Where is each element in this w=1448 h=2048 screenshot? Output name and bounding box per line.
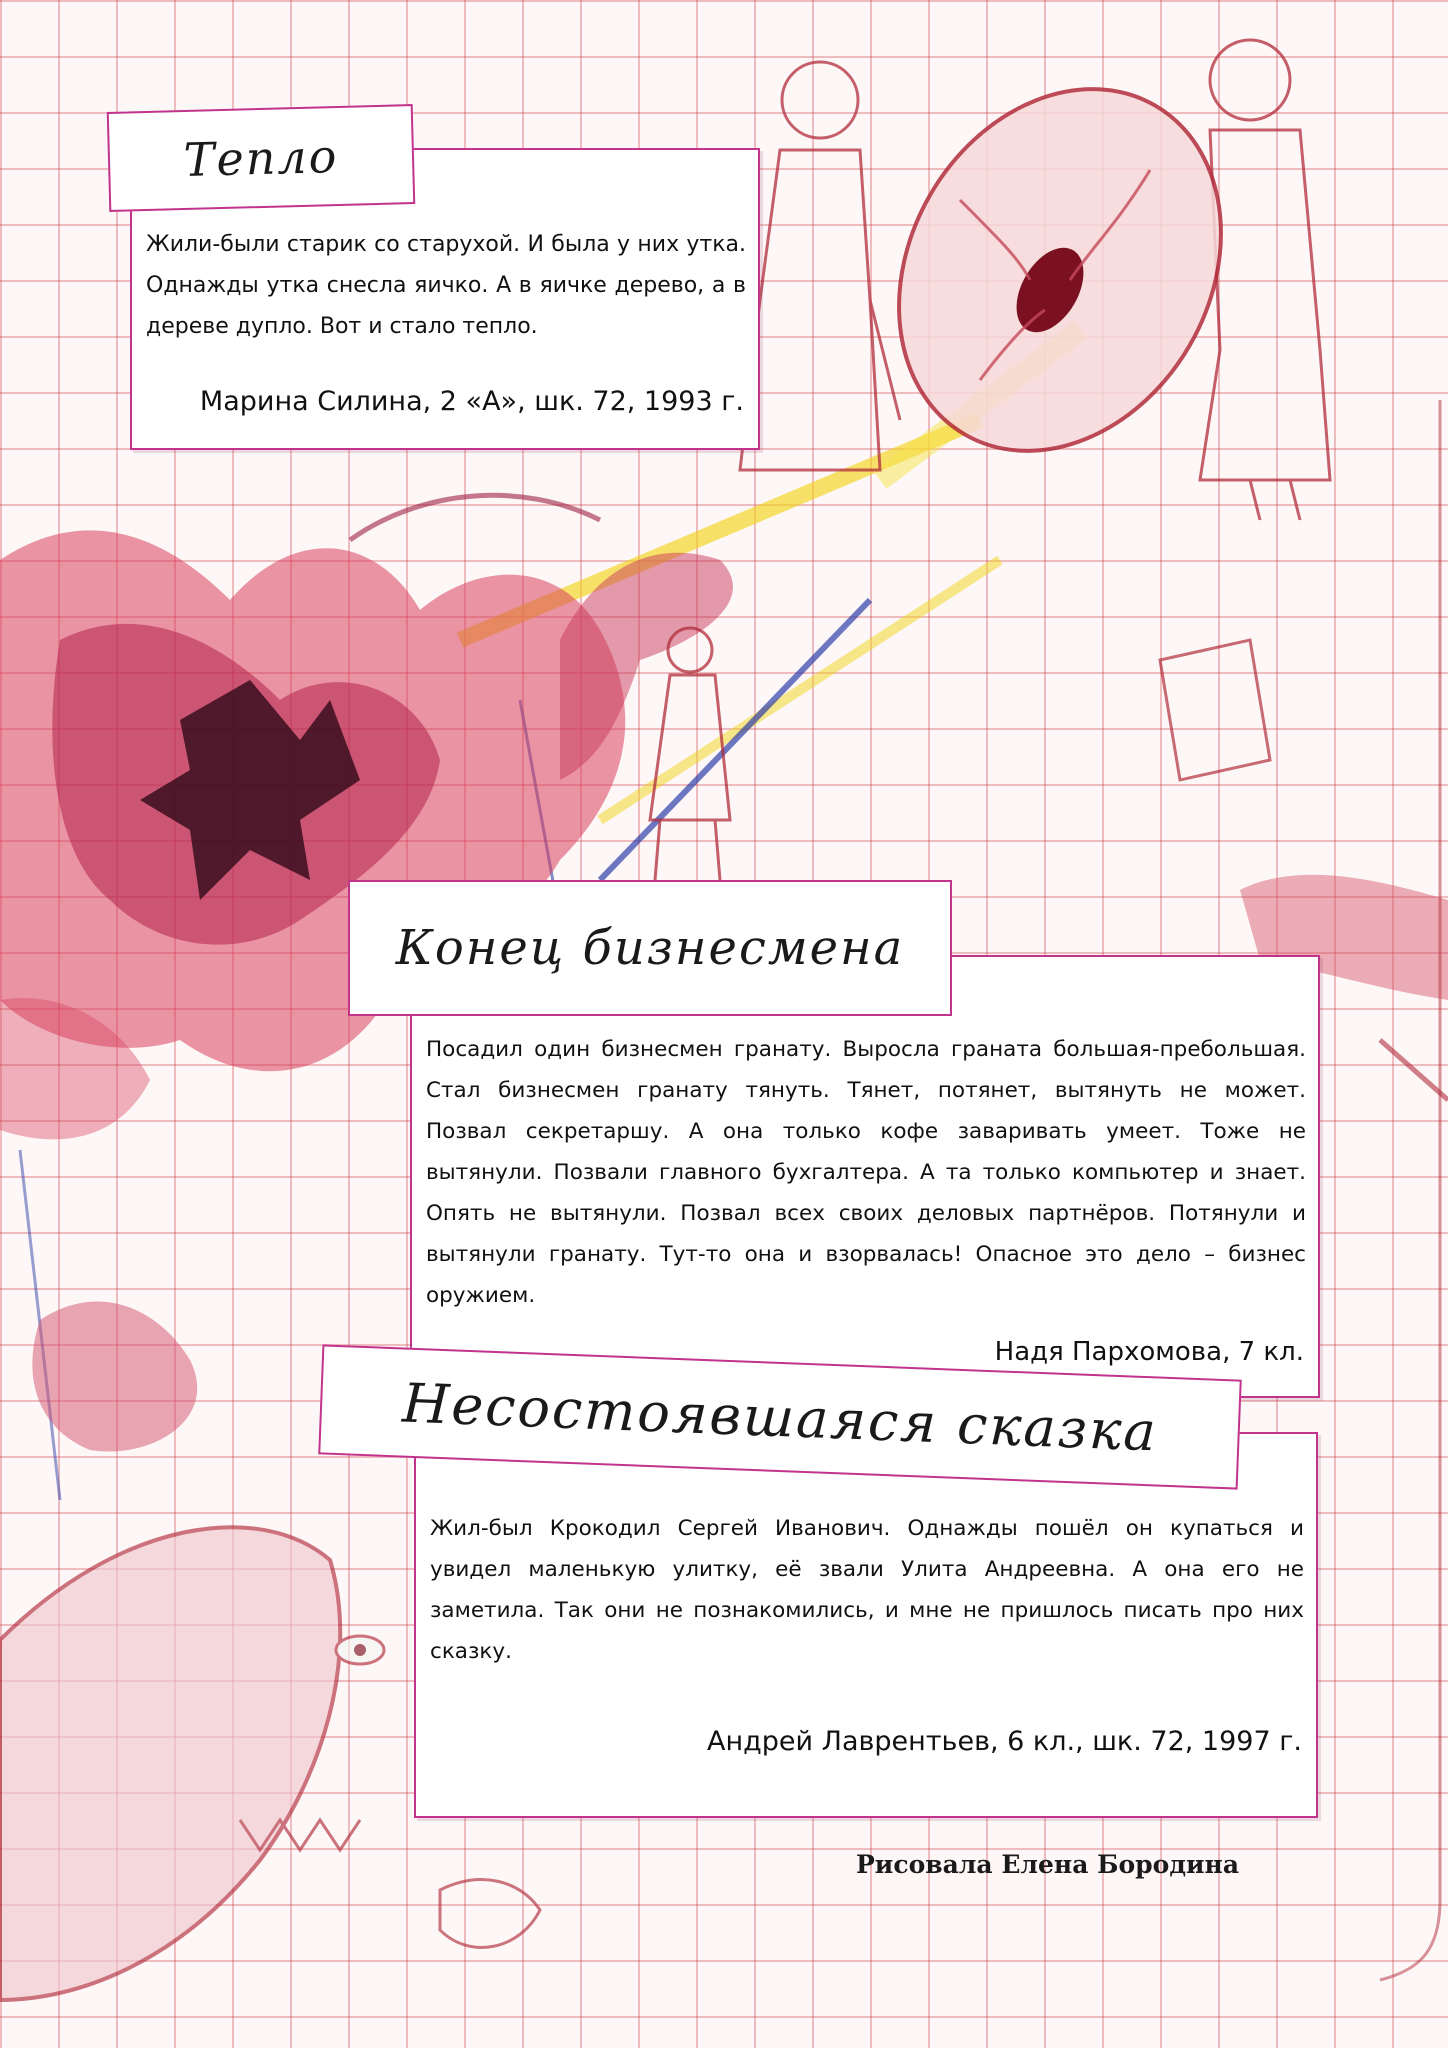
story-text: Жили-были старик со старухой. И была у них утка. Однажды утка снесла яичко. А в яичке дерево, а в дереве дупло. Вот и стало тепло. bbox=[146, 232, 746, 339]
story-title: Конец бизнесмена bbox=[395, 920, 905, 976]
illustration-credit: Рисовала Елена Бородина bbox=[856, 1850, 1240, 1879]
story-author: Надя Пархомова, 7 кл. bbox=[994, 1337, 1304, 1367]
story-card-konets-biznesmena bbox=[410, 955, 1320, 1398]
story-text: Посадил один бизнесмен гранату. Выросла граната большая-пребольшая. Стал бизнесмен гранату тянуть. Тянет, потянет, вытянуть не может. Позвал секретаршу. А она только кофе заваривать умеет. Тоже не вытянули. Позвали главного бухгалтера. А та только компьютер и знает. Опять не вытянули. Позвал всех своих деловых партнёров. Потянули и вытянули гранату. Тут-то она и взорвалась! Опасное это дело – бизнес оружием. bbox=[426, 1037, 1306, 1308]
story-title-tab bbox=[348, 880, 952, 1016]
story-title: Тепло bbox=[183, 128, 339, 188]
story-title: Несостоявшаяся сказка bbox=[401, 1371, 1159, 1463]
story-card-nesostoyavshayasya-skazka bbox=[414, 1432, 1318, 1818]
story-title-tab bbox=[107, 104, 416, 212]
story-text: Жил-был Крокодил Сергей Иванович. Однажды пошёл он купаться и увидел маленькую улитку, её звали Улита Андреевна. А она его не заметила. Так они не познакомились, и мне не пришлось писать про них сказку. bbox=[430, 1516, 1304, 1664]
story-author: Андрей Лаврентьев, 6 кл., шк. 72, 1997 г. bbox=[706, 1726, 1302, 1757]
story-author: Марина Силина, 2 «А», шк. 72, 1993 г. bbox=[199, 386, 744, 417]
